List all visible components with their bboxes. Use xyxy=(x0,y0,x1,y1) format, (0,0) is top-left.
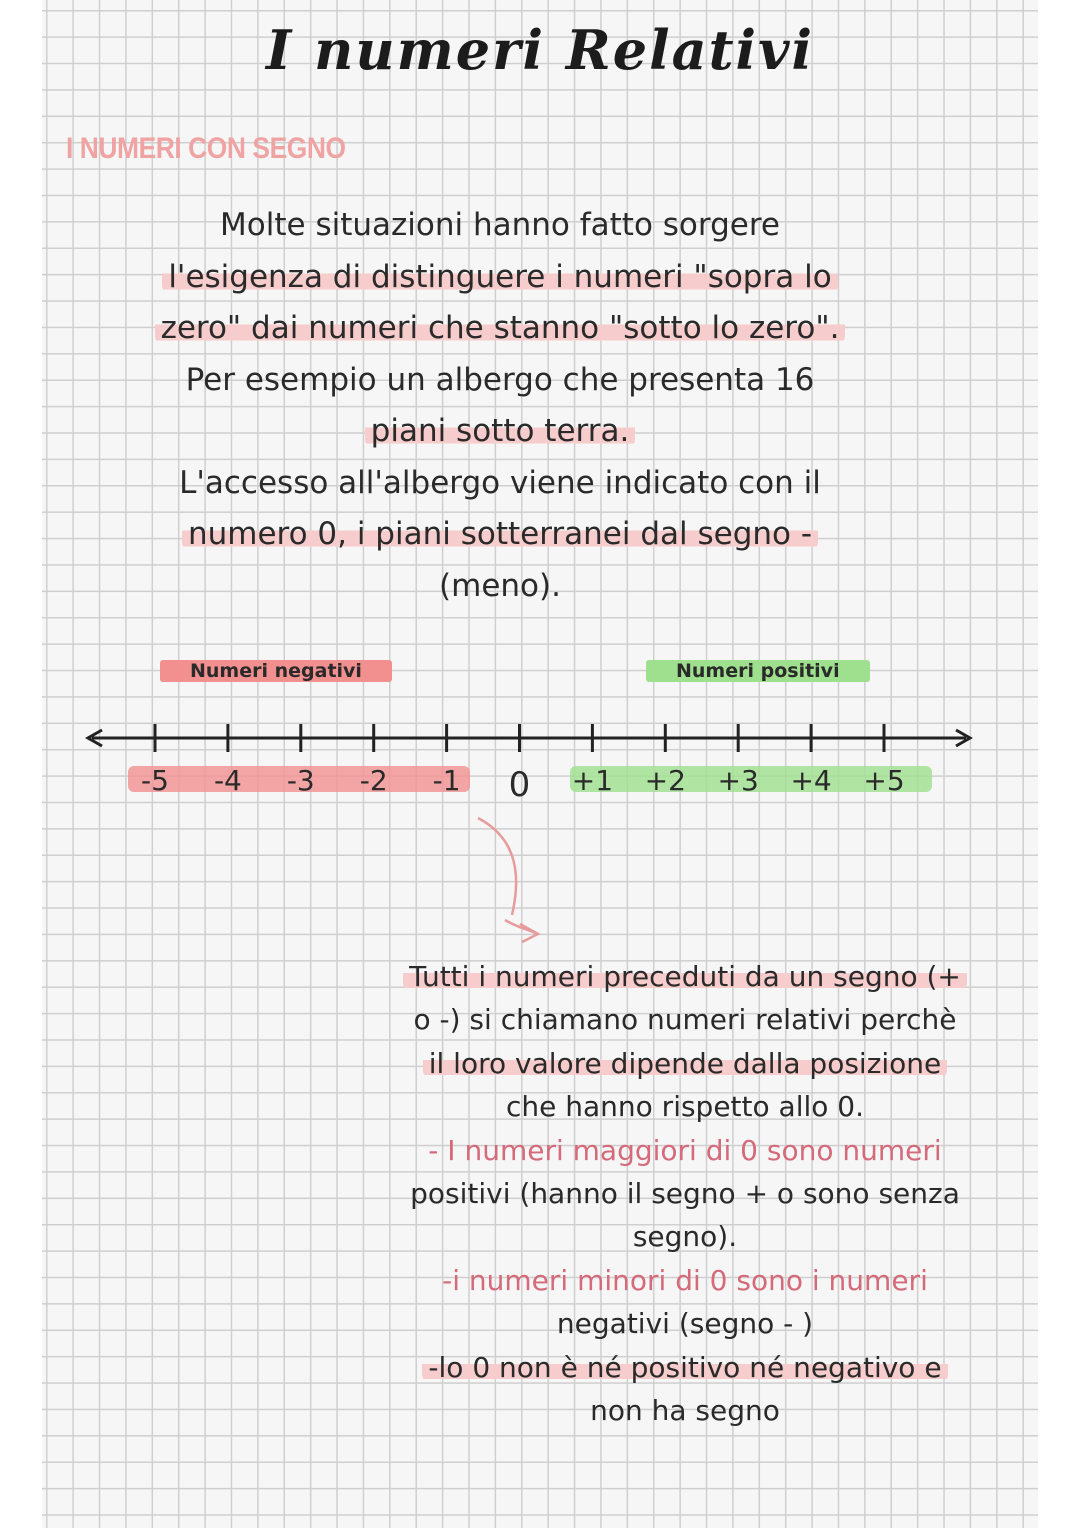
tick-label: +1 xyxy=(571,764,614,797)
tick-label: -3 xyxy=(286,764,315,797)
explanation-line-highlight: -lo 0 non è né positivo né negativo e xyxy=(422,1351,947,1384)
tick-label: -1 xyxy=(432,764,461,797)
positive-numbers-label: Numeri positivi xyxy=(646,660,870,682)
explanation-block xyxy=(360,955,1010,1432)
tick-label: +2 xyxy=(644,764,686,797)
explanation-line: che hanno rispetto allo 0. xyxy=(505,1090,865,1124)
tick-label: -4 xyxy=(213,764,242,797)
explanation-line: o -) si chiamano numeri relativi perchè xyxy=(413,1003,957,1037)
explanation-line xyxy=(360,955,1010,998)
intro-line: L'accesso all'albergo viene indicato con il xyxy=(179,464,821,501)
tick-label: +3 xyxy=(717,764,759,797)
tick-label: 0 xyxy=(508,765,531,805)
tick-label: +5 xyxy=(863,764,905,797)
intro-line-highlight: piani sotto terra. xyxy=(365,413,636,449)
intro-line: Molte situazioni hanno fatto sorgere xyxy=(220,207,780,243)
intro-line: Per esempio un albergo che presenta 16 xyxy=(185,361,815,398)
intro-line-highlight: zero" dai numeri che stanno "sotto lo zero". xyxy=(155,310,846,346)
tick-label: -5 xyxy=(141,764,169,797)
explanation-line: non ha segno xyxy=(590,1394,780,1428)
intro-line-highlight: numero 0, i piani sotterranei dal segno - xyxy=(182,516,818,552)
section-heading: I NUMERI CON SEGNO xyxy=(66,132,346,165)
negative-numbers-label: Numeri negativi xyxy=(160,660,392,682)
explanation-line: negativi (segno - ) xyxy=(556,1307,814,1341)
explanation-line: segno). xyxy=(632,1220,738,1254)
tick-label: +4 xyxy=(790,764,832,797)
page-title: I numeri Relativi xyxy=(266,18,814,82)
explanation-line: positivi (hanno il segno + o sono senza xyxy=(410,1177,960,1211)
intro-line: (meno). xyxy=(439,567,561,604)
tick-label: -2 xyxy=(359,764,388,797)
intro-line-highlight: l'esigenza di distinguere i numeri "sopra lo xyxy=(162,259,837,295)
explanation-line xyxy=(360,1346,1010,1389)
explanation-line-highlight: il loro valore dipende dalla posizione xyxy=(423,1047,948,1080)
explanation-line xyxy=(360,1042,1010,1085)
explanation-line: -i numeri minori di 0 sono i numeri xyxy=(442,1263,928,1297)
explanation-line-highlight: Tutti i numeri preceduti da un segno (+ xyxy=(403,960,967,993)
explanation-line: - I numeri maggiori di 0 sono numeri xyxy=(428,1133,942,1167)
